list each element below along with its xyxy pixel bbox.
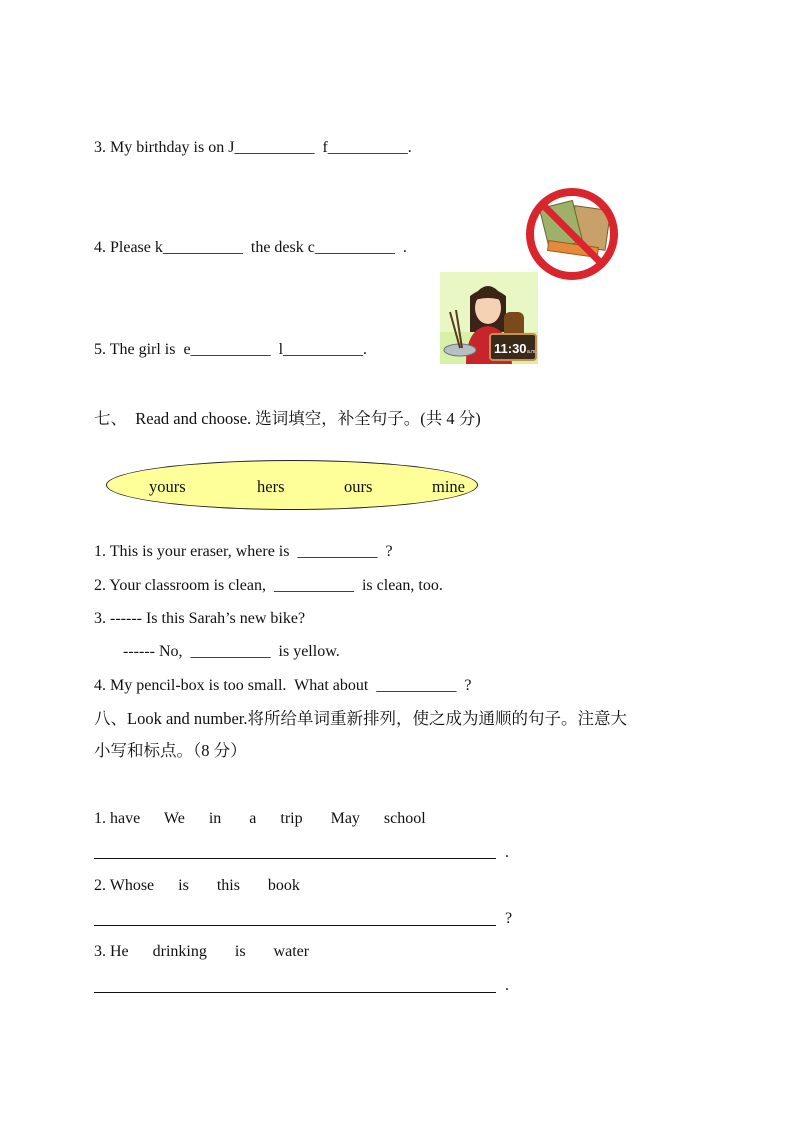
question-7-3a: 3. ------ Is this Sarah’s new bike? — [94, 610, 306, 627]
question-7-4: 4. My pencil-box is too small. What about __________ ? — [94, 677, 472, 694]
question-8-3-words: 3. He drinking is water — [94, 943, 310, 960]
answer-line-8-2[interactable] — [94, 925, 496, 926]
girl-eating-lunch-picture — [440, 272, 538, 364]
answer-end-8-2: ? — [505, 910, 513, 927]
question-7-3b: ------ No, __________ is yellow. — [123, 643, 340, 660]
clock-ampm-text: a.m. — [527, 349, 537, 355]
section-8-heading-line2: 小写和标点。（8 分） — [94, 741, 247, 760]
answer-line-8-1[interactable] — [94, 858, 496, 859]
question-6-3: 3. My birthday is on J__________ f__________. — [94, 139, 412, 156]
option-word: ours — [344, 477, 373, 496]
question-6-5: 5. The girl is e__________ l__________. — [94, 341, 368, 358]
option-word: hers — [257, 477, 285, 496]
question-8-2-words: 2. Whose is this book — [94, 877, 300, 894]
answer-line-8-3[interactable] — [94, 992, 496, 993]
section-7-heading: 七、 Read and choose. 选词填空，补全句子。(共 4 分) — [94, 409, 481, 428]
clock-time-text: 11:30 — [494, 341, 527, 356]
word-bank-oval — [106, 460, 478, 510]
answer-end-8-3: . — [505, 977, 509, 994]
no-books-sign-picture — [520, 186, 626, 282]
question-6-4: 4. Please k__________ the desk c__________ . — [94, 239, 407, 256]
option-word: yours — [149, 477, 186, 496]
question-8-1-words: 1. have We in a trip May school — [94, 810, 426, 827]
section-8-heading-line1: 八、Look and number.将所给单词重新排列，使之成为通顺的句子。注意大 — [94, 709, 628, 728]
question-7-2: 2. Your classroom is clean, __________ is clean, too. — [94, 577, 443, 594]
option-word: mine — [432, 477, 465, 496]
question-7-1: 1. This is your eraser, where is __________ ? — [94, 543, 393, 560]
answer-end-8-1: . — [505, 844, 509, 861]
